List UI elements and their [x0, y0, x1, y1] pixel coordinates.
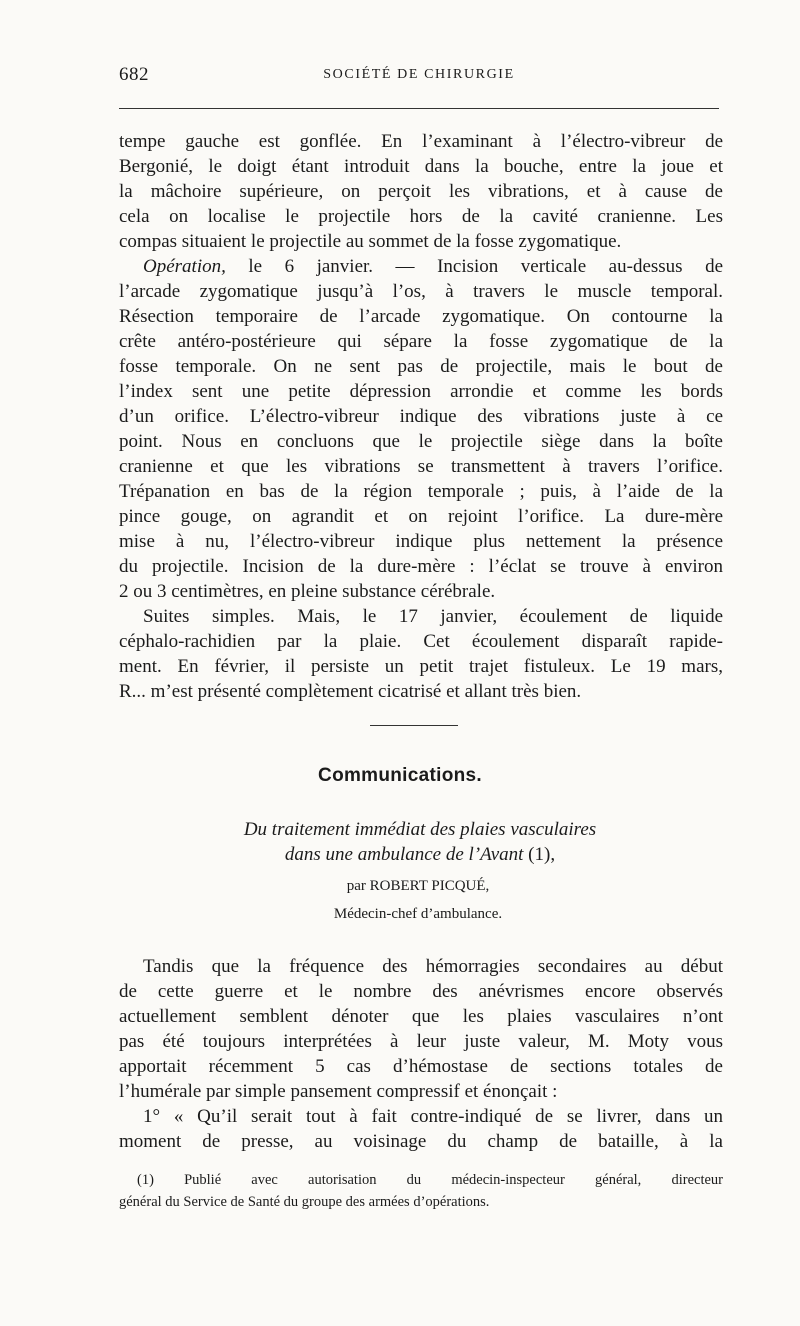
text-line: pince gouge, on agrandit et on rejoint l’orifice. La dure-mère — [119, 506, 723, 527]
article-title-italic: dans une ambulance de l’Avant — [284, 844, 524, 865]
text-line: 1° « Qu’il serait tout à fait contre-indiqué de se livrer, dans un — [143, 1106, 723, 1127]
author-byline: par ROBERT PICQUÉ, — [346, 878, 490, 894]
text-line: Suites simples. Mais, le 17 janvier, écoulement de liquide — [143, 606, 723, 627]
text-line: du projectile. Incision de la dure-mère : l’éclat se trouve à environ — [119, 556, 723, 577]
text-line: l’index sent une petite dépression arrondie et comme les bords — [119, 381, 723, 402]
text-line: l’arcade zygomatique jusqu’à l’os, à travers le muscle temporal. — [119, 281, 723, 302]
text-line: mise à nu, l’électro-vibreur indique plus nettement la présence — [119, 531, 723, 552]
text-line: d’un orifice. L’électro-vibreur indique des vibrations juste à ce — [119, 406, 723, 427]
footnote-marker: (1), — [528, 844, 556, 865]
text-line: la mâchoire supérieure, on perçoit les vibrations, et à cause de — [119, 181, 723, 202]
text-line — [119, 255, 723, 279]
article-title-line-2 — [0, 843, 800, 867]
section-title: Communications. — [318, 765, 482, 786]
page-number: 682 — [119, 64, 149, 85]
text-line: tempe gauche est gonflée. En l’examinant à l’électro-vibreur de — [119, 131, 723, 152]
operation-text: le 6 janvier. — Incision verticale au-dessus de — [248, 256, 723, 277]
text-line: point. Nous en concluons que le projectile siège dans la boîte — [119, 431, 723, 452]
page-header — [119, 64, 719, 90]
text-line: cranienne et que les vibrations se transmettent à travers l’orifice. — [119, 456, 723, 477]
text-line: 2 ou 3 centimètres, en pleine substance cérébrale. — [119, 581, 496, 602]
text-line: pas été toujours interprétées à leur juste valeur, M. Moty vous — [119, 1031, 723, 1052]
text-line: crête antéro-postérieure qui sépare la fosse zygomatique de la — [119, 331, 723, 352]
footnote-line: (1) Publié avec autorisation du médecin-inspecteur général, directeur — [137, 1172, 723, 1188]
text-line: apportait récemment 5 cas d’hémostase de sections totales de — [119, 1056, 723, 1077]
footnote-line: général du Service de Santé du groupe des armées d’opérations. — [119, 1194, 490, 1210]
text-line: moment de presse, au voisinage du champ de bataille, à la — [119, 1131, 723, 1152]
text-line: compas situaient le projectile au sommet de la fosse zygomatique. — [119, 231, 622, 252]
running-head: SOCIÉTÉ DE CHIRURGIE — [323, 67, 515, 82]
section-divider — [370, 725, 458, 726]
header-rule — [119, 108, 719, 109]
text-line: R... m’est présenté complètement cicatrisé et allant très bien. — [119, 681, 582, 702]
text-line: céphalo-rachidien par la plaie. Cet écoulement disparaît rapide- — [119, 631, 723, 652]
text-line: ment. En février, il persiste un petit trajet fistuleux. Le 19 mars, — [119, 656, 723, 677]
operation-label: Opération, — [143, 256, 226, 277]
text-line: actuellement semblent dénoter que les plaies vasculaires n’ont — [119, 1006, 723, 1027]
text-line: fosse temporale. On ne sent pas de projectile, mais le bout de — [119, 356, 723, 377]
text-line: Tandis que la fréquence des hémorragies secondaires au début — [143, 956, 723, 977]
text-line: de cette guerre et le nombre des anévrismes encore observés — [119, 981, 723, 1002]
text-line: Trépanation en bas de la région temporale ; puis, à l’aide de la — [119, 481, 723, 502]
text-line: Bergonié, le doigt étant introduit dans la bouche, entre la joue et — [119, 156, 723, 177]
text-line: Résection temporaire de l’arcade zygomatique. On contourne la — [119, 306, 723, 327]
author-affiliation: Médecin-chef d’ambulance. — [333, 906, 503, 922]
article-title-line-1: Du traitement immédiat des plaies vasculaires — [243, 819, 597, 840]
text-line: l’humérale par simple pansement compressif et énonçait : — [119, 1081, 558, 1102]
text-line: cela on localise le projectile hors de la cavité cranienne. Les — [119, 206, 723, 227]
